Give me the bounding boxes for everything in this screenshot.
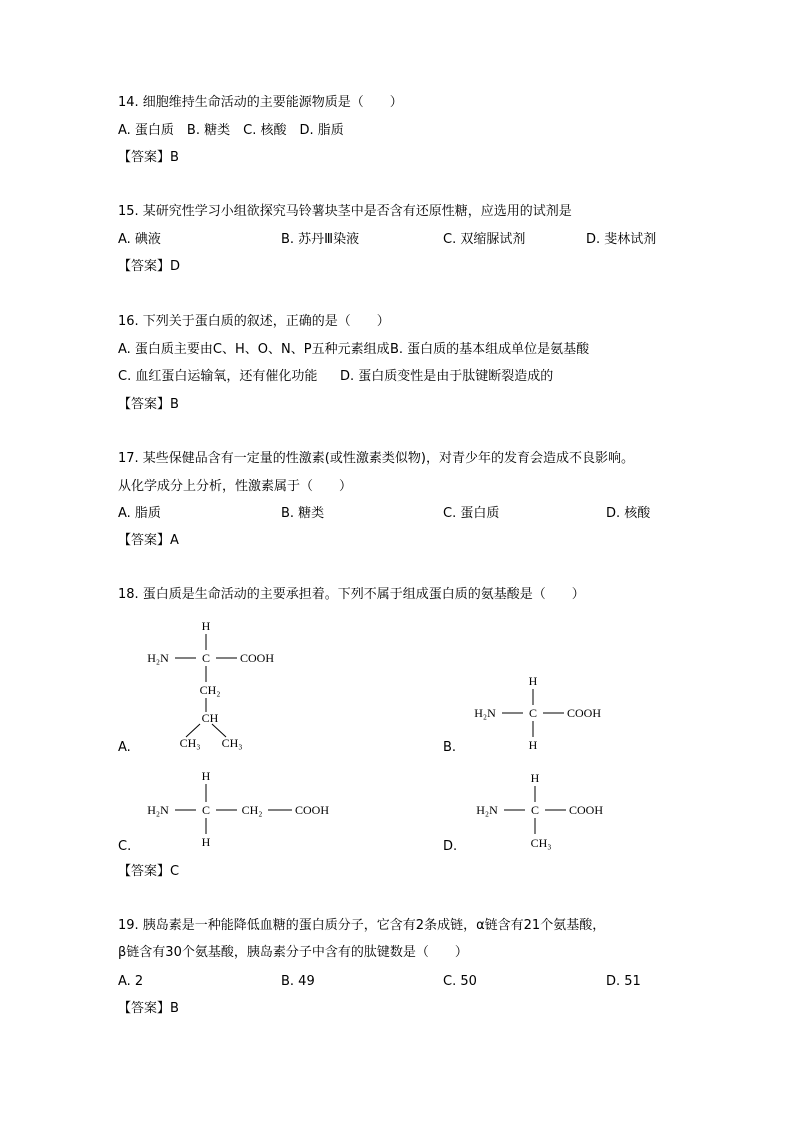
- atom-h: H: [528, 674, 538, 688]
- question-17-option-d: D. 核酸: [606, 506, 651, 521]
- structure-a-leucine: [147, 619, 274, 750]
- question-16-answer: 【答案】B: [118, 397, 179, 412]
- question-15-stem: 15. 某研究性学习小组欲探究马铃薯块茎中是否含有还原性糖，应选用的试剂是: [118, 204, 572, 219]
- question-16-stem: 16. 下列关于蛋白质的叙述，正确的是（ ）: [118, 314, 390, 329]
- group-cooh: COOH: [240, 651, 275, 665]
- group-ch3: CH₃: [530, 836, 552, 850]
- atom-c: C: [528, 706, 538, 720]
- question-16-option-d: D. 蛋白质变性是由于肽键断裂造成的: [340, 369, 554, 384]
- structure-b-glycine: [474, 674, 601, 752]
- group-ch2: CH₂: [241, 803, 263, 817]
- question-19-stem: 19. 胰岛素是一种能降低血糖的蛋白质分子，它含有2条成链，α链含有21个氨基酸，: [118, 918, 606, 933]
- group-cooh: COOH: [295, 803, 330, 817]
- question-14-options: A. 蛋白质 B. 糖类 C. 核酸 D. 脂质: [118, 123, 344, 138]
- question-15-option-b: B. 苏丹Ⅲ染液: [281, 232, 360, 247]
- structure-d-alanine: [476, 771, 603, 850]
- question-19-option-d: D. 51: [606, 974, 641, 989]
- atom-h2n: H₂N: [476, 803, 498, 817]
- group-cooh: COOH: [569, 803, 604, 817]
- question-14-answer: 【答案】B: [118, 150, 179, 165]
- question-17-answer: 【答案】A: [118, 533, 179, 548]
- atom-h2n: H₂N: [474, 706, 496, 720]
- question-15-answer: 【答案】D: [118, 259, 181, 274]
- question-18-option-c-label: C.: [118, 839, 132, 854]
- question-17-stem-line2: 从化学成分上分析，性激素属于（ ）: [118, 479, 353, 494]
- question-18-option-d-label: D.: [443, 839, 458, 854]
- question-15-option-d: D. 斐林试剂: [586, 232, 657, 247]
- question-19-option-b: B. 49: [281, 974, 315, 989]
- question-17-option-c: C. 蛋白质: [443, 506, 500, 521]
- atom-h: H: [201, 619, 211, 633]
- question-16-option-b: B. 蛋白质的基本组成单位是氨基酸: [390, 342, 590, 357]
- atom-c: C: [530, 803, 540, 817]
- question-17-option-b: B. 糖类: [281, 506, 325, 521]
- question-18-option-a-label: A.: [118, 740, 131, 755]
- atom-h: H: [201, 769, 211, 783]
- question-18-answer: 【答案】C: [118, 864, 180, 879]
- group-ch3: CH₃: [179, 736, 201, 750]
- question-18-stem: 18. 蛋白质是生命活动的主要承担着。下列不属于组成蛋白质的氨基酸是（ ）: [118, 587, 585, 602]
- question-17-stem: 17. 某些保健品含有一定量的性激素(或性激素类似物)，对青少年的发育会造成不良影响。: [118, 451, 634, 466]
- atom-h: H: [201, 835, 211, 849]
- question-14-stem: 14. 细胞维持生命活动的主要能源物质是（ ）: [118, 95, 403, 110]
- atom-c: C: [201, 803, 211, 817]
- group-ch: CH: [201, 711, 219, 725]
- atom-h: H: [528, 738, 538, 752]
- atom-h2n: H₂N: [147, 651, 169, 665]
- question-19-option-c: C. 50: [443, 974, 477, 989]
- atom-h: H: [530, 771, 540, 785]
- question-19-answer: 【答案】B: [118, 1001, 179, 1016]
- group-ch2: CH₂: [199, 683, 221, 697]
- question-16-option-a: A. 蛋白质主要由C、H、O、N、P五种元素组成: [118, 342, 390, 357]
- question-16-option-c: C. 血红蛋白运输氧，还有催化功能: [118, 369, 318, 384]
- group-ch3: CH₃: [221, 736, 243, 750]
- group-cooh: COOH: [567, 706, 602, 720]
- question-19-stem-line2: β链含有30个氨基酸，胰岛素分子中含有的肽键数是（ ）: [118, 945, 468, 960]
- question-17-option-a: A. 脂质: [118, 506, 161, 521]
- atom-h2n: H₂N: [147, 803, 169, 817]
- question-18-option-b-label: B.: [443, 740, 457, 755]
- atom-c: C: [201, 651, 211, 665]
- question-19-option-a: A. 2: [118, 974, 144, 989]
- question-15-option-a: A. 碘液: [118, 232, 161, 247]
- structure-c: [147, 769, 329, 849]
- question-15-option-c: C. 双缩脲试剂: [443, 232, 526, 247]
